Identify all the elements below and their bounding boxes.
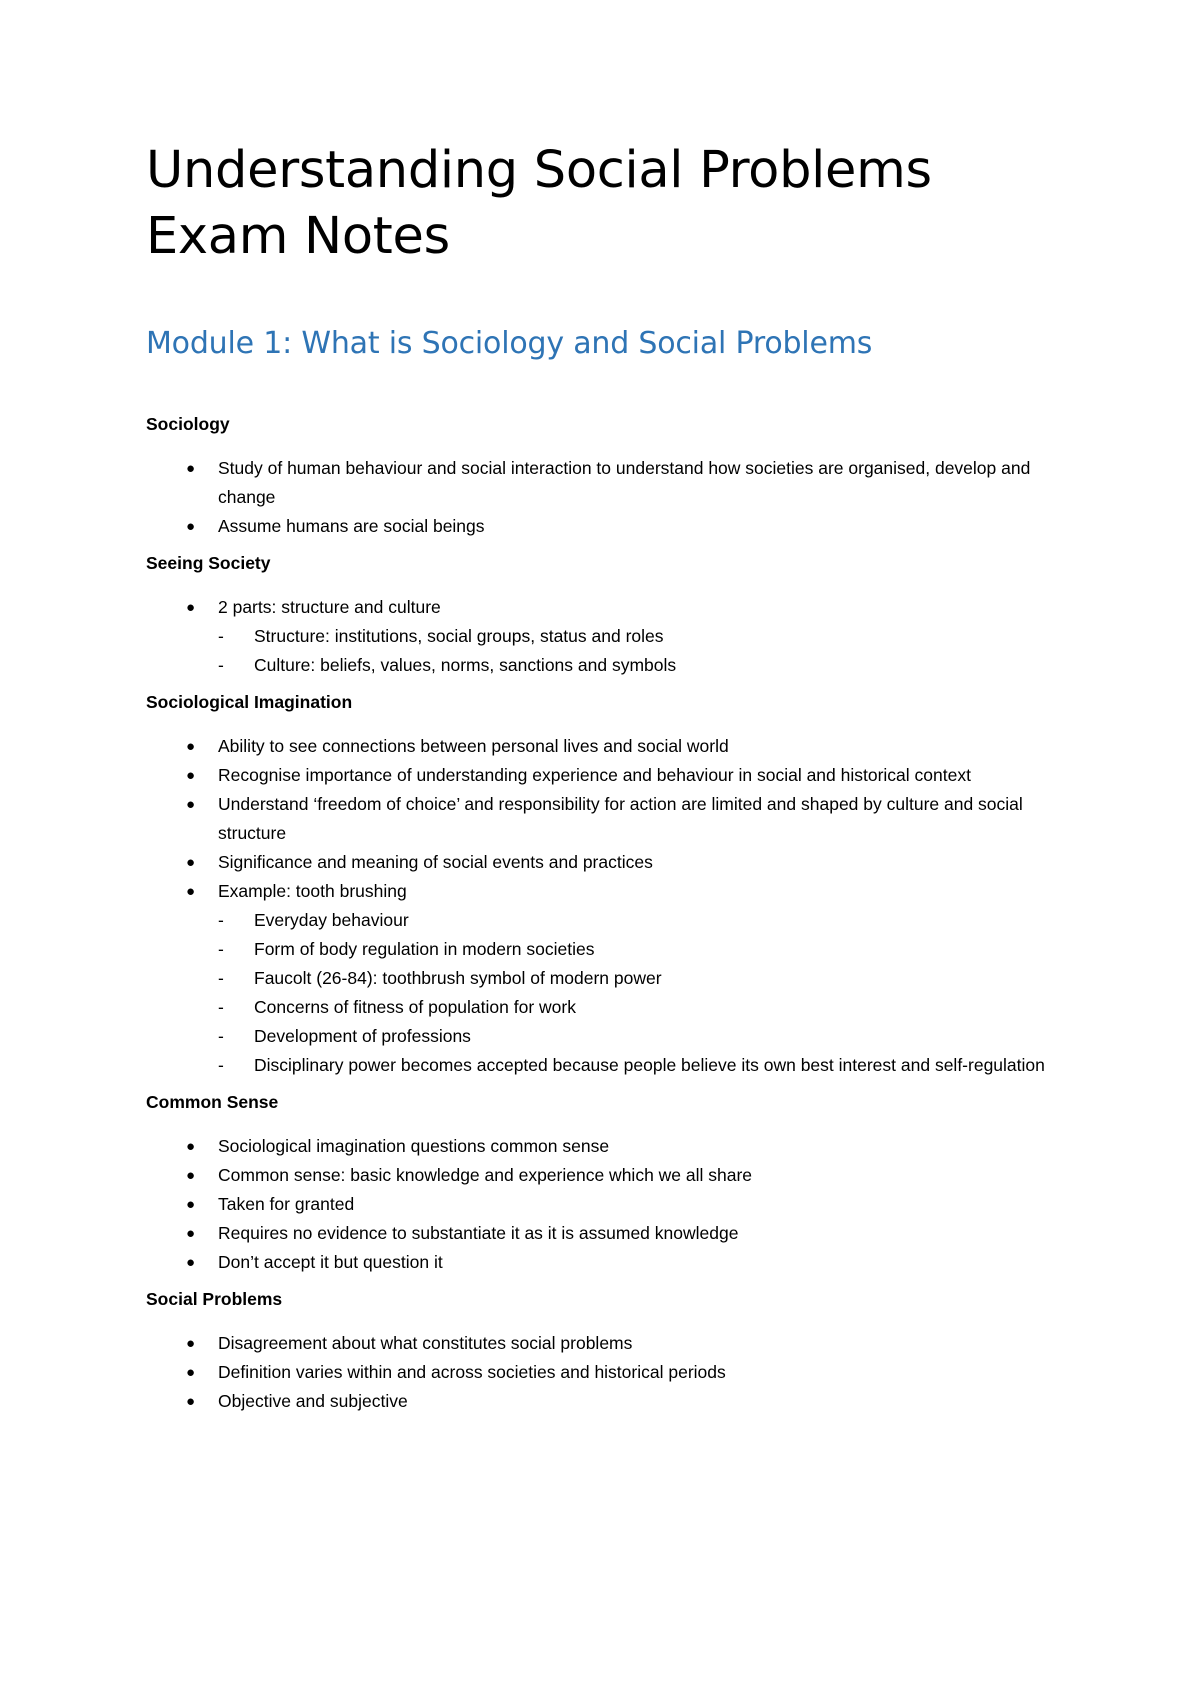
sub-bullet-item: [218, 1022, 1048, 1051]
bullet-text: Recognise importance of understanding experience and behaviour in social and historical context: [218, 765, 971, 785]
dash-icon: -: [218, 910, 224, 930]
dash-icon: -: [218, 626, 224, 646]
document-page: [146, 138, 1086, 1416]
bullet-item: [146, 1219, 1048, 1248]
module-heading: Module 1: What is Sociology and Social Problems: [146, 326, 873, 361]
section: [146, 410, 1086, 541]
bullet-text: Definition varies within and across societies and historical periods: [218, 1362, 726, 1382]
bullet-text: Ability to see connections between personal lives and social world: [218, 736, 729, 756]
bullet-item: [146, 1329, 1048, 1358]
bullet-dot-icon: ●: [186, 1254, 196, 1271]
section-heading: Sociological Imagination: [146, 692, 353, 712]
dash-icon: -: [218, 968, 224, 988]
sub-bullet-item: [218, 906, 1048, 935]
document-title: [146, 138, 1086, 270]
sub-bullet-list: [218, 906, 1048, 1080]
bullet-text: Significance and meaning of social events and practices: [218, 852, 653, 872]
sub-bullet-text: Structure: institutions, social groups, status and roles: [254, 626, 664, 646]
section: [146, 1285, 1086, 1416]
bullet-dot-icon: ●: [186, 854, 196, 871]
sub-bullet-item: [218, 964, 1048, 993]
section: [146, 549, 1086, 680]
bullet-item: [146, 1190, 1048, 1219]
bullet-dot-icon: ●: [186, 599, 196, 616]
bullet-list: [146, 732, 1086, 1080]
bullet-text: 2 parts: structure and culture: [218, 597, 441, 617]
bullet-dot-icon: ●: [186, 1364, 196, 1381]
bullet-dot-icon: ●: [186, 1335, 196, 1352]
bullet-item: [146, 1248, 1048, 1277]
bullet-dot-icon: ●: [186, 767, 196, 784]
bullet-dot-icon: ●: [186, 460, 196, 477]
sub-bullet-list: [218, 622, 1048, 680]
dash-icon: -: [218, 1055, 224, 1075]
bullet-dot-icon: ●: [186, 1196, 196, 1213]
section-heading: Common Sense: [146, 1092, 279, 1112]
section: [146, 688, 1086, 1080]
document-title-line-1: Understanding Social Problems: [146, 141, 932, 200]
sub-bullet-text: Culture: beliefs, values, norms, sanctions and symbols: [254, 655, 677, 675]
section: [146, 1088, 1086, 1277]
bullet-dot-icon: ●: [186, 1225, 196, 1242]
bullet-text: Understand ‘freedom of choice’ and responsibility for action are limited and shaped by culture and social structure: [218, 794, 1023, 843]
sub-bullet-text: Faucolt (26-84): toothbrush symbol of modern power: [254, 968, 662, 988]
bullet-list: [146, 593, 1086, 680]
bullet-dot-icon: ●: [186, 796, 196, 813]
document-title-line-2: Exam Notes: [146, 207, 450, 266]
bullet-text: Objective and subjective: [218, 1391, 408, 1411]
dash-icon: -: [218, 1026, 224, 1046]
bullet-text: Taken for granted: [218, 1194, 355, 1214]
bullet-text: Common sense: basic knowledge and experience which we all share: [218, 1165, 753, 1185]
bullet-list: [146, 454, 1086, 541]
sub-bullet-text: Form of body regulation in modern societies: [254, 939, 595, 959]
dash-icon: -: [218, 997, 224, 1017]
dash-icon: -: [218, 655, 224, 675]
section-heading: Social Problems: [146, 1289, 283, 1309]
sub-bullet-item: [218, 1051, 1048, 1080]
bullet-item: [146, 1132, 1048, 1161]
bullet-dot-icon: ●: [186, 1393, 196, 1410]
bullet-item: [146, 454, 1048, 512]
bullet-item: [146, 732, 1048, 761]
sub-bullet-text: Everyday behaviour: [254, 910, 409, 930]
bullet-item: [146, 593, 1048, 680]
sub-bullet-item: [218, 935, 1048, 964]
sub-bullet-item: [218, 993, 1048, 1022]
bullet-list: [146, 1132, 1086, 1277]
bullet-dot-icon: ●: [186, 518, 196, 535]
bullet-text: Study of human behaviour and social interaction to understand how societies are organised, develop and change: [218, 458, 1031, 507]
dash-icon: -: [218, 939, 224, 959]
bullet-dot-icon: ●: [186, 883, 196, 900]
bullet-item: [146, 1358, 1048, 1387]
sub-bullet-item: [218, 651, 1048, 680]
sections-container: [146, 410, 1086, 1416]
section-heading: Sociology: [146, 414, 230, 434]
bullet-item: [146, 761, 1048, 790]
bullet-text: Don’t accept it but question it: [218, 1252, 443, 1272]
bullet-dot-icon: ●: [186, 738, 196, 755]
bullet-item: [146, 1161, 1048, 1190]
bullet-text: Sociological imagination questions common sense: [218, 1136, 610, 1156]
bullet-item: [146, 790, 1048, 848]
bullet-dot-icon: ●: [186, 1138, 196, 1155]
section-heading: Seeing Society: [146, 553, 271, 573]
bullet-list: [146, 1329, 1086, 1416]
sub-bullet-text: Development of professions: [254, 1026, 471, 1046]
sub-bullet-item: [218, 622, 1048, 651]
sub-bullet-text: Disciplinary power becomes accepted because people believe its own best interest and self-regulation: [254, 1055, 1045, 1075]
bullet-dot-icon: ●: [186, 1167, 196, 1184]
bullet-text: Disagreement about what constitutes social problems: [218, 1333, 633, 1353]
bullet-text: Example: tooth brushing: [218, 881, 407, 901]
bullet-item: [146, 1387, 1048, 1416]
sub-bullet-text: Concerns of fitness of population for work: [254, 997, 576, 1017]
bullet-item: [146, 877, 1048, 1080]
bullet-text: Assume humans are social beings: [218, 516, 485, 536]
bullet-item: [146, 512, 1048, 541]
bullet-item: [146, 848, 1048, 877]
bullet-text: Requires no evidence to substantiate it as it is assumed knowledge: [218, 1223, 739, 1243]
